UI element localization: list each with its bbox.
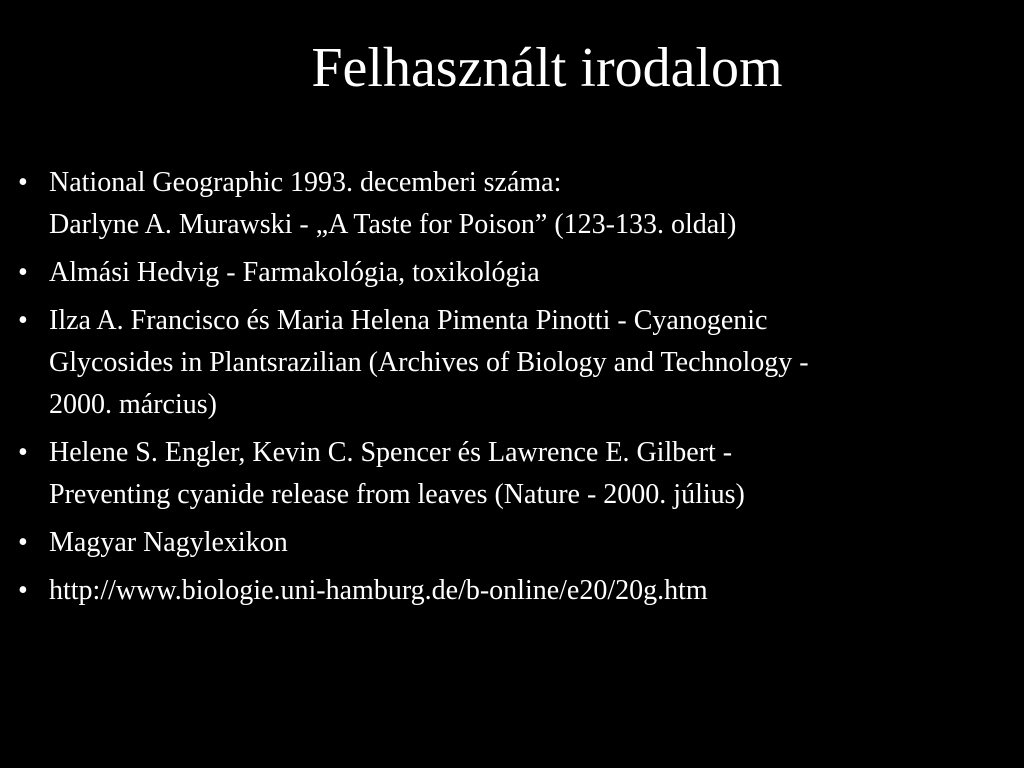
reference-item: [18, 162, 998, 246]
reference-line: 2000. március): [49, 389, 217, 420]
reference-line: Ilza A. Francisco és Maria Helena Pimenta Pinotti - Cyanogenic: [49, 305, 768, 336]
reference-item: [18, 570, 998, 612]
reference-line: Helene S. Engler, Kevin C. Spencer és Lawrence E. Gilbert -: [49, 437, 733, 468]
bullet-icon: •: [18, 575, 28, 606]
reference-item: [18, 432, 998, 516]
slide-title: Felhasznált irodalom: [311, 37, 783, 99]
bullet-icon: •: [18, 437, 28, 468]
reference-line: National Geographic 1993. decemberi száma:: [49, 167, 562, 198]
reference-list: [18, 162, 998, 618]
reference-link: http://www.biologie.uni-hamburg.de/b-online/e20/20g.htm: [49, 575, 708, 606]
bullet-icon: •: [18, 305, 28, 336]
bullet-icon: •: [18, 257, 28, 288]
reference-line: Glycosides in Plantsrazilian (Archives of Biology and Technology -: [49, 347, 809, 378]
reference-line: Magyar Nagylexikon: [49, 527, 288, 558]
reference-item: [18, 522, 998, 564]
reference-line: Almási Hedvig - Farmakológia, toxikológia: [49, 257, 540, 288]
bullet-icon: •: [18, 167, 28, 198]
reference-line: Darlyne A. Murawski - „A Taste for Poison” (123-133. oldal): [49, 209, 737, 240]
reference-item: [18, 252, 998, 294]
reference-item: [18, 300, 998, 426]
reference-line: Preventing cyanide release from leaves (Nature - 2000. július): [49, 479, 745, 510]
bullet-icon: •: [18, 527, 28, 558]
